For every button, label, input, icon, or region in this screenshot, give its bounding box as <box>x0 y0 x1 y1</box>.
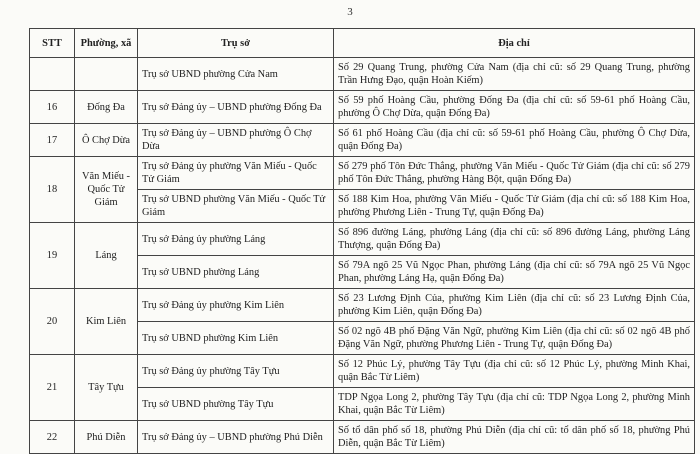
stt-cell: 18 <box>30 157 75 223</box>
address-cell: Số 29 Quang Trung, phường Cửa Nam (địa chỉ cũ: số 29 Quang Trung, phường Trần Hưng Đạo, quận Hoàn Kiếm) <box>334 58 695 91</box>
table-row <box>30 124 695 157</box>
table-row <box>30 58 695 91</box>
ward-cell: Tây Tựu <box>75 355 138 421</box>
office-cell: Trụ sở Đảng ủy phường Láng <box>138 223 334 256</box>
stt-cell: 17 <box>30 124 75 157</box>
table-row <box>30 223 695 256</box>
stt-cell: 22 <box>30 421 75 454</box>
header-ward: Phường, xã <box>75 29 138 58</box>
table-header-row <box>30 29 695 58</box>
ward-offices-table <box>29 28 695 454</box>
table-row <box>30 157 695 190</box>
office-cell: Trụ sở Đảng ủy – UBND phường Đống Đa <box>138 91 334 124</box>
office-cell: Trụ sở Đảng ủy phường Văn Miếu - Quốc Tử Giám <box>138 157 334 190</box>
ward-cell: Kim Liên <box>75 289 138 355</box>
address-cell: Số 279 phố Tôn Đức Thắng, phường Văn Miếu - Quốc Tử Giám (địa chỉ cũ: số 279 phố Tôn Đức Thắng, phường Hàng Bột, quận Đống Đa) <box>334 157 695 190</box>
ward-cell: Ô Chợ Dừa <box>75 124 138 157</box>
address-cell: TDP Ngọa Long 2, phường Tây Tựu (địa chỉ cũ: TDP Ngọa Long 2, phường Minh Khai, quận Bắc Từ Liêm) <box>334 388 695 421</box>
header-address: Địa chỉ <box>334 29 695 58</box>
ward-cell: Láng <box>75 223 138 289</box>
office-cell: Trụ sở UBND phường Cửa Nam <box>138 58 334 91</box>
address-cell: Số 188 Kim Hoa, phường Văn Miếu - Quốc Tử Giám (địa chỉ cũ: số 188 Kim Hoa, phường Phương Liên - Trung Tự, quận Đống Đa) <box>334 190 695 223</box>
table-row <box>30 91 695 124</box>
office-cell: Trụ sở Đảng ủy phường Kim Liên <box>138 289 334 322</box>
address-cell: Số 12 Phúc Lý, phường Tây Tựu (địa chỉ cũ: số 12 Phúc Lý, phường Minh Khai, quận Bắc Từ Liêm) <box>334 355 695 388</box>
stt-cell <box>30 58 75 91</box>
office-cell: Trụ sở UBND phường Kim Liên <box>138 322 334 355</box>
ward-cell <box>75 58 138 91</box>
ward-cell: Văn Miếu - Quốc Tử Giám <box>75 157 138 223</box>
address-cell: Số 61 phố Hoàng Cầu (địa chỉ cũ: số 59-61 phố Hoàng Cầu, phường Ô Chợ Dừa, quận Đống Đa) <box>334 124 695 157</box>
office-cell: Trụ sở Đảng ủy – UBND phường Ô Chợ Dừa <box>138 124 334 157</box>
address-cell: Số 896 đường Láng, phường Láng (địa chỉ cũ: số 896 đường Láng, phường Láng Thượng, quận Đống Đa) <box>334 223 695 256</box>
page-number: 3 <box>347 6 353 18</box>
address-cell: Số tổ dân phố số 18, phường Phú Diễn (địa chỉ cũ: tổ dân phố số 18, phường Phú Diễn, quận Bắc Từ Liêm) <box>334 421 695 454</box>
table-row <box>30 421 695 454</box>
stt-cell: 16 <box>30 91 75 124</box>
office-cell: Trụ sở UBND phường Văn Miếu - Quốc Tử Giám <box>138 190 334 223</box>
address-cell: Số 59 phố Hoàng Cầu, phường Đống Đa (địa chỉ cũ: số 59-61 phố Hoàng Cầu, phường Ô Chợ Dừa, quận Đống Đa) <box>334 91 695 124</box>
ward-cell: Phú Diễn <box>75 421 138 454</box>
address-cell: Số 23 Lương Định Của, phường Kim Liên (địa chỉ cũ: số 23 Lương Định Của, phường Kim Liên, quận Đống Đa) <box>334 289 695 322</box>
office-cell: Trụ sở Đảng ủy – UBND phường Phú Diễn <box>138 421 334 454</box>
table-row <box>30 289 695 322</box>
office-cell: Trụ sở UBND phường Tây Tựu <box>138 388 334 421</box>
ward-cell: Đống Đa <box>75 91 138 124</box>
office-cell: Trụ sở Đảng ủy phường Tây Tựu <box>138 355 334 388</box>
table-row <box>30 355 695 388</box>
office-cell: Trụ sở UBND phường Láng <box>138 256 334 289</box>
stt-cell: 21 <box>30 355 75 421</box>
address-cell: Số 79A ngõ 25 Vũ Ngọc Phan, phường Láng (địa chỉ cũ: số 79A ngõ 25 Vũ Ngọc Phan, phường Láng Hạ, quận Đống Đa) <box>334 256 695 289</box>
stt-cell: 19 <box>30 223 75 289</box>
stt-cell: 20 <box>30 289 75 355</box>
address-cell: Số 02 ngõ 4B phố Đặng Văn Ngữ, phường Kim Liên (địa chỉ cũ: số 02 ngõ 4B phố Đặng Văn Ngữ, phường Phương Liên - Trung Tự, quận Đống Đa) <box>334 322 695 355</box>
header-stt: STT <box>30 29 75 58</box>
header-office: Trụ sở <box>138 29 334 58</box>
